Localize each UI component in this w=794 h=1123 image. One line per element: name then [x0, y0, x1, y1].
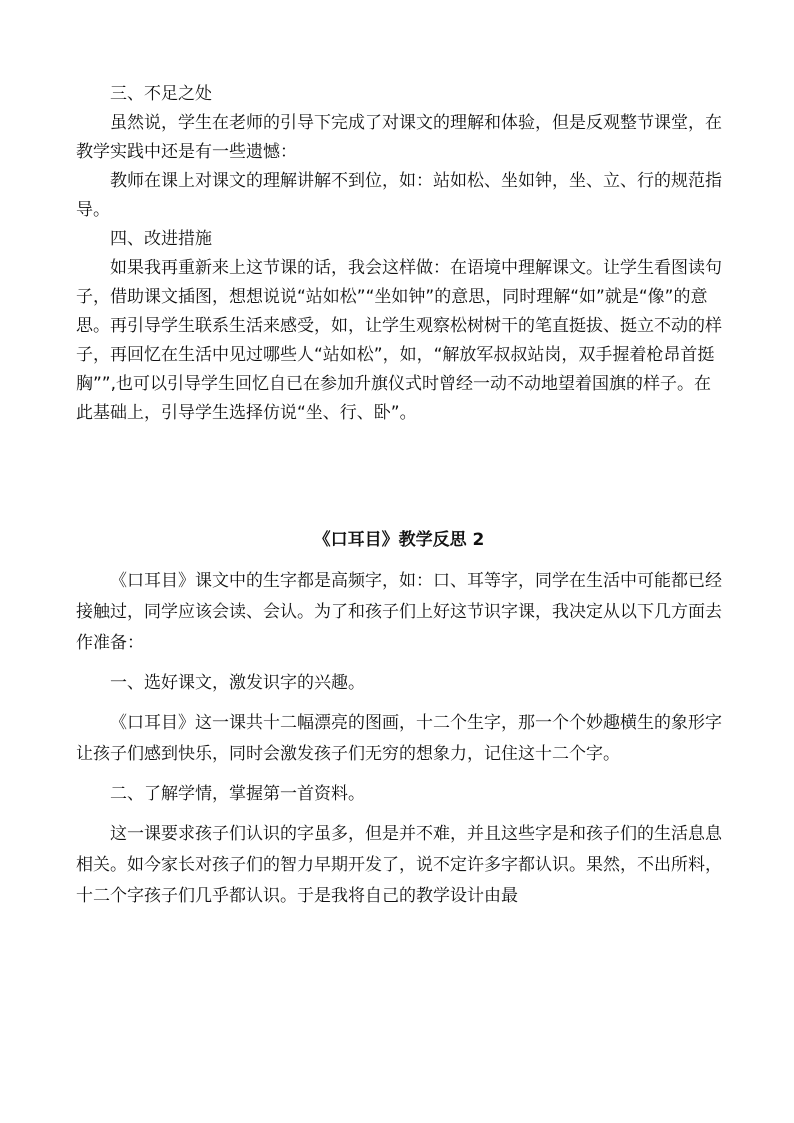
- heading-improvements: 四、改进措施: [110, 229, 212, 249]
- paragraph: 这一课要求孩子们认识的字虽多，但是并不难，并且这些字是和孩子们的生活息息相关。如今家长对孩子们的智力早期开发了，说不定许多字都认识。果然，不出所料，十二个字孩子们几乎都认识。于是我将自己的教学设计由最: [76, 824, 722, 906]
- section-reflection-2: [76, 566, 722, 921]
- document-title: 《口耳目》教学反思 2: [313, 530, 485, 550]
- paragraph: 虽然说，学生在老师的引导下完成了对课文的理解和体验，但是反观整节课堂，在教学实践中还是有一些遗憾：: [76, 113, 722, 162]
- heading-learn-situation: 二、了解学情，掌握第一首资料。: [110, 784, 365, 804]
- section-shortcomings: [76, 80, 722, 428]
- paragraph: 教师在课上对课文的理解讲解不到位，如：站如松、坐如钟，坐、立、行的规范指导。: [76, 171, 722, 220]
- paragraph: 《口耳目》这一课共十二幅漂亮的图画，十二个生字，那一个个妙趣横生的象形字让孩子们感到快乐，同时会激发孩子们无穷的想象力，记住这十二个字。: [76, 713, 722, 764]
- paragraph: 如果我再重新来上这节课的话，我会这样做：在语境中理解课文。让学生看图读句子，借助课文插图，想想说说“站如松”“坐如钟”的意思，同时理解“如”就是“像”的意思。再引导学生联系生活来感受，如，让学生观察松树树干的笔直挺拔、挺立不动的样子，再回忆在生活中见过哪些人“站如松”，如，“解放军叔叔站岗，双手握着枪昂首挺胸””,也可以引导学生回忆自已在参加升旗仪式时曾经一动不动地望着国旗的样子。在此基础上，引导学生选择仿说“坐、行、卧”。: [76, 258, 722, 423]
- heading-shortcomings: 三、不足之处: [110, 84, 212, 104]
- paragraph: 《口耳目》课文中的生字都是高频字，如：口、耳等字，同学在生活中可能都已经接触过，同学应该会读、会认。为了和孩子们上好这节识字课，我决定从以下几方面去作准备：: [76, 571, 722, 653]
- heading-choose-text: 一、选好课文，激发识字的兴趣。: [110, 673, 365, 693]
